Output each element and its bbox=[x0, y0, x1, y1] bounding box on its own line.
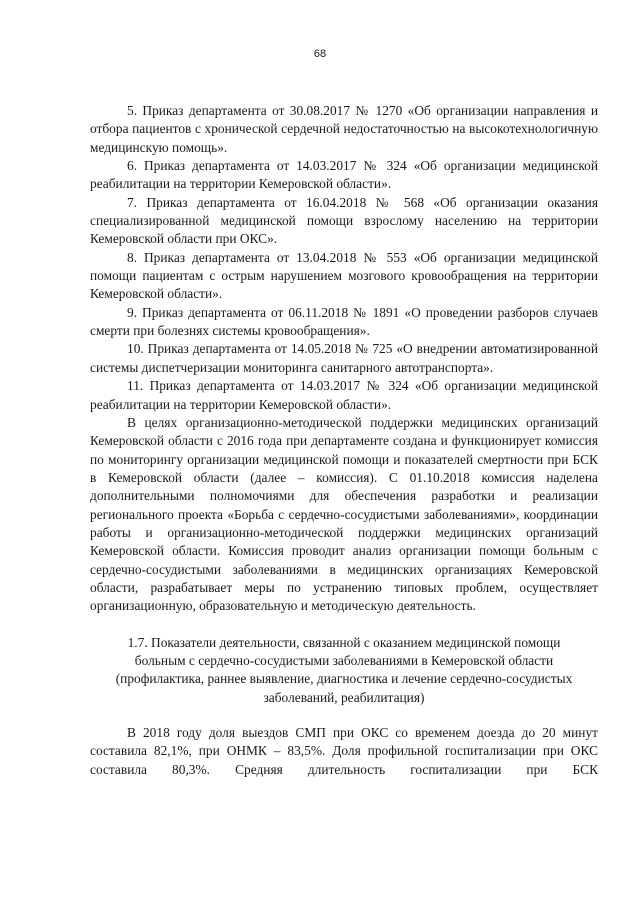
commission-paragraph: В целях организационно-методической поддержки медицинских организаций Кемеровской области с 2016 года при департаменте создана и функционирует комиссия по мониторингу организации медицинской помощи и показателей смертности при БСК в Кемеровской области (далее – комиссия). С 01.10.2018 комиссия наделена дополнительными полномочиями для обеспечения разработки и реализации регионального проекта «Борьба с сердечно-сосудистыми заболеваниями», координации работы и организационно-методической поддержки медицинских организаций Кемеровской области. Комиссия проводит анализ организации помощи больным с сердечно-сосудистыми заболеваниями в медицинских организациях Кемеровской области, разрабатывает меры по устранению типовых проблем, осуществляет организационную, образовательную и методическую деятельность. bbox=[90, 414, 598, 614]
document-body bbox=[90, 102, 598, 779]
list-item-10: 10. Приказ департамента от 14.05.2018 № 725 «О внедрении автоматизированной системы диспетчеризации мониторинга санитарного автотранспорта». bbox=[90, 341, 598, 375]
list-item-11: 11. Приказ департамента от 14.03.2017 № 324 «Об организации медицинской реабилитации на территории Кемеровской области». bbox=[90, 378, 598, 412]
section-heading-line-3: (профилактика, раннее выявление, диагностика и лечение сердечно-сосудистых bbox=[115, 671, 573, 687]
list-item-5: 5. Приказ департамента от 30.08.2017 № 1270 «Об организации направления и отбора пациентов с хронической сердечной недостаточностью на высокотехнологичную медицинскую помощь». bbox=[90, 103, 598, 155]
page-number: 68 bbox=[313, 48, 327, 60]
list-item-7: 7. Приказ департамента от 16.04.2018 № 568 «Об организации оказания специализированной медицинской помощи взрослому населению на территории Кемеровской области при ОКС». bbox=[90, 194, 598, 247]
list-item-9: 9. Приказ департамента от 06.11.2018 № 1891 «О проведении разборов случаев смерти при болезнях системы кровообращения». bbox=[90, 304, 598, 339]
list-item-6: 6. Приказ департамента от 14.03.2017 № 324 «Об организации медицинской реабилитации на территории Кемеровской области». bbox=[90, 158, 598, 192]
final-paragraph: В 2018 году доля выездов СМП при ОКС со временем доезда до 20 минут составила 82,1%, при ОНМК – 83,5%. Доля профильной госпитализации при ОКС составила 80,3%. Средняя длительность госпитализации при БСК bbox=[90, 725, 598, 777]
section-heading bbox=[90, 634, 598, 707]
list-item-8: 8. Приказ департамента от 13.04.2018 № 553 «Об организации медицинской помощи пациентам с острым нарушением мозгового кровообращения на территории Кемеровской области». bbox=[90, 249, 598, 302]
section-heading-line-1: 1.7. Показатели деятельности, связанной с оказанием медицинской помощи bbox=[127, 634, 561, 650]
section-heading-line-2: больным с сердечно-сосудистыми заболеваниями в Кемеровской области bbox=[134, 652, 554, 668]
section-heading-line-4: заболеваний, реабилитация) bbox=[263, 689, 425, 705]
